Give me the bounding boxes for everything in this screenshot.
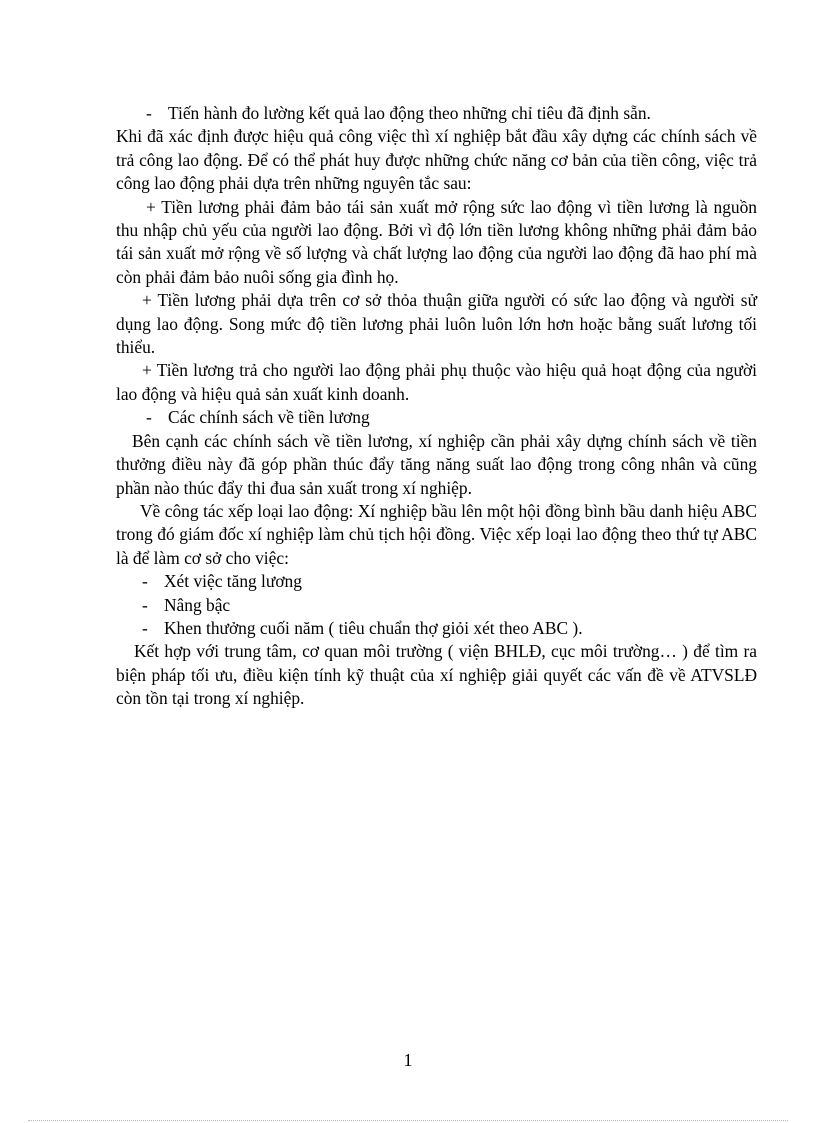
dash-bullet: -: [146, 103, 152, 123]
paragraph-principle-3: + Tiền lương trả cho người lao động phải phụ thuộc vào hiệu quả hoạt động của người lao động và hiệu quả sản xuất kinh doanh.: [116, 360, 757, 404]
bullet-text: Nâng bậc: [164, 594, 231, 615]
bullet-item-nang-bac: [116, 594, 757, 617]
paragraph-ket-hop: Kết hợp với trung tâm, cơ quan môi trường ( viện BHLĐ, cục môi trường… ) để tìm ra biện pháp tối ưu, điều kiện tính kỹ thuật của xí nghiệp giải quyết các vấn đề về ATVSLĐ còn tồn tại trong xí nghiệp.: [116, 641, 757, 709]
document-body: [116, 102, 757, 711]
bullet-item-chinh-sach: [116, 406, 757, 429]
bullet-item-tang-luong: [116, 570, 757, 593]
page-number: 1: [403, 1050, 413, 1070]
bullet-item-khen-thuong: [116, 617, 757, 640]
dash-bullet: -: [146, 407, 152, 428]
bullet-text: Khen thưởng cuối năm ( tiêu chuẩn thợ giỏi xét theo ABC ).: [164, 617, 583, 638]
paragraph-principle-1: + Tiền lương phải đảm bảo tái sản xuất mở rộng sức lao động vì tiền lương là nguồn thu nhập chủ yếu của người lao động. Bởi vì độ lớn tiền lương không những phải đảm bảo tái sản xuất mở rộng về số lượng và chất lượng lao động của người lao động đã hao phí mà còn phải đảm bảo nuôi sống gia đình họ.: [116, 196, 757, 287]
paragraph-principle-2: + Tiền lương phải dựa trên cơ sở thỏa thuận giữa người có sức lao động và người sử dụng lao động. Song mức độ tiền lương phải luôn luôn lớn hơn hoặc bằng suất lương tối thiểu.: [116, 290, 757, 358]
bullet-item-do-luong: [116, 102, 757, 125]
dash-bullet: -: [142, 594, 148, 615]
paragraph-xep-loai: Về công tác xếp loại lao động: Xí nghiệp bầu lên một hội đồng bình bầu danh hiệu ABC trong đó giám đốc xí nghiệp làm chủ tịch hội đồng. Việc xếp loại lao động theo thứ tự ABC là để làm cơ sở cho việc:: [116, 500, 757, 568]
dash-bullet: -: [142, 617, 148, 638]
paragraph-tra-cong: Khi đã xác định được hiệu quả công việc thì xí nghiệp bắt đầu xây dựng các chính sách về trả công lao động. Để có thể phát huy được những chức năng cơ bản của tiền công, việc trả công lao động phải dựa trên những nguyên tắc sau:: [116, 126, 757, 194]
bullet-text: Tiến hành đo lường kết quả lao động theo những chỉ tiêu đã định sẵn.: [168, 103, 651, 123]
paragraph-tien-thuong: Bên cạnh các chính sách về tiền lương, xí nghiệp cần phải xây dựng chính sách về tiền thưởng điều này đã góp phần thúc đẩy tăng năng suất lao động trong công nhân và cũng phần nào thúc đẩy thi đua sản xuất trong xí nghiệp.: [116, 430, 757, 498]
footer-divider: [28, 1120, 788, 1121]
dash-bullet: -: [142, 571, 148, 592]
bullet-text: Xét việc tăng lương: [164, 571, 302, 592]
bullet-text: Các chính sách về tiền lương: [168, 407, 370, 428]
